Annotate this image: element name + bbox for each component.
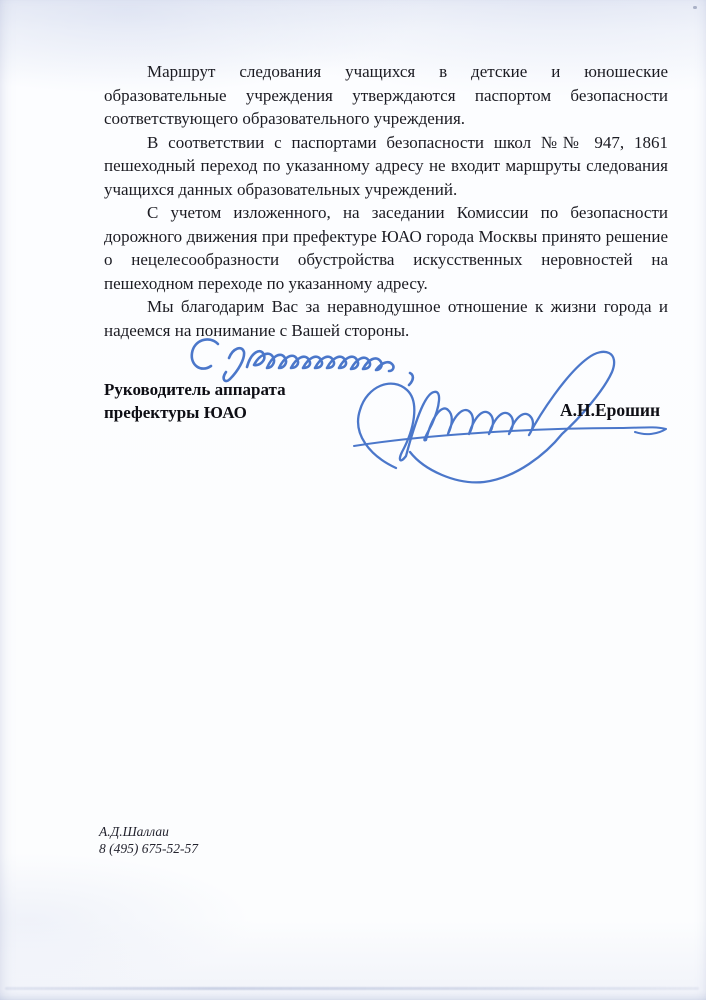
- paragraph: В соответствии с паспортами безопасности школ №№ 947, 1861 пешеходный переход по указанному адресу не входит маршруты следования учащихся данных образовательных учреждений.: [104, 132, 668, 199]
- signer-name: А.Н.Ерошин: [560, 400, 661, 420]
- scan-speck-artifact: [693, 6, 697, 9]
- executor-name: А.Д.Шаллаи: [99, 824, 169, 839]
- signer-title: [104, 378, 286, 424]
- signer-title-line: Руководитель аппарата: [104, 380, 286, 399]
- signature-underline: [354, 427, 666, 446]
- scan-edge-artifact: [5, 987, 699, 990]
- executor-phone: 8 (495) 675-52-57: [99, 840, 198, 856]
- salutation-text: [0, 0, 1, 1]
- letter-body: [104, 60, 668, 342]
- paragraph: Маршрут следования учащихся в детские и юношеские образовательные учреждения утверждаются паспортом безопасности соответствующего образовательного учреждения.: [104, 62, 668, 128]
- paragraph: С учетом изложенного, на заседании Комиссии по безопасности дорожного движения при префектуре ЮАО города Москвы принято решение о нецелесообразности обустройства искусственных неровностей на пешеходном переходе по указанному адресу.: [104, 203, 668, 293]
- paragraph: Мы благодарим Вас за неравнодушное отношение к жизни города и надеемся на понимание с Вашей стороны.: [104, 297, 668, 340]
- executor-block: [99, 824, 198, 857]
- signer-title-line: префектуры ЮАО: [104, 403, 247, 422]
